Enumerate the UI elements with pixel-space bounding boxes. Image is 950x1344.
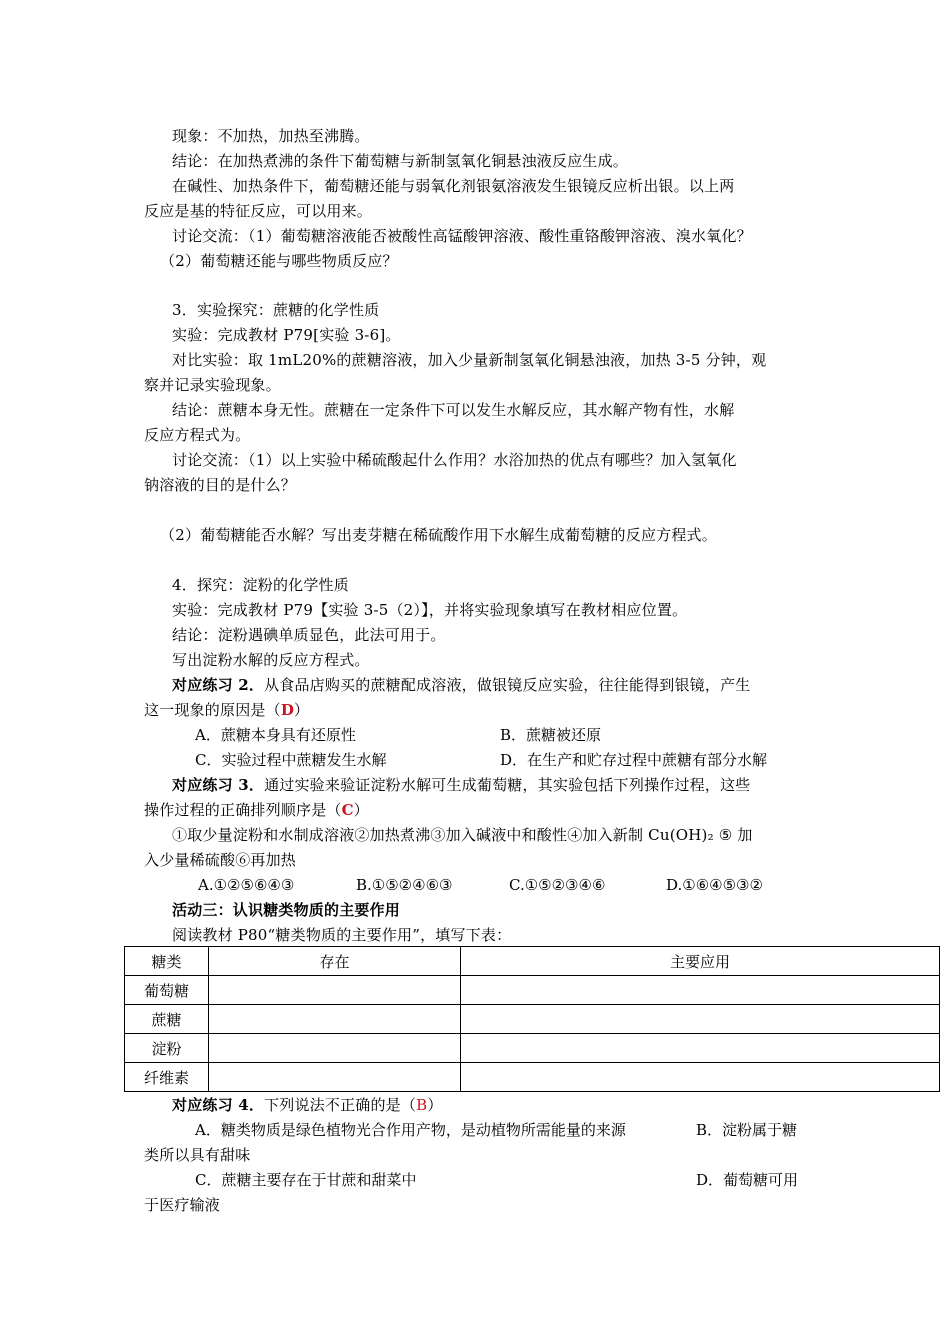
option-c: C.①⑤②③④⑥ <box>509 876 606 894</box>
text-line: ①取少量淀粉和水制成溶液②加热煮沸③加入碱液中和酸性④加入新制 Cu(OH)₂ ⑤ 加 <box>172 826 753 844</box>
activity-heading: 活动三：认识糖类物质的主要作用 <box>172 901 401 919</box>
blank-cell[interactable] <box>461 976 940 1005</box>
text-line: 阅读教材 P80“糖类物质的主要作用”，填写下表： <box>172 926 512 944</box>
text-line: 钠溶液的目的是什么？ <box>144 476 297 494</box>
exercise-label: 对应练习 2． <box>172 676 265 694</box>
option-b: B．蔗糖被还原 <box>500 726 602 744</box>
text-line: 对比实验：取 1mL20%的蔗糖溶液，加入少量新制氢氧化铜悬浊液，加热 3-5 分钟，观 <box>172 351 767 369</box>
text-line: 讨论交流：（1）葡萄糖溶液能否被酸性高锰酸钾溶液、酸性重铬酸钾溶液、溴水氧化？ <box>172 227 752 245</box>
option-b-cont: 类所以具有甜味 <box>144 1146 251 1164</box>
question-text: 下列说法不正确的是（ <box>264 1096 417 1114</box>
section-heading: 3．实验探究：蔗糖的化学性质 <box>172 301 380 319</box>
answer-mark: B <box>416 1096 428 1114</box>
text-line: 写出淀粉水解的反应方程式。 <box>172 651 370 669</box>
blank-cell[interactable] <box>461 1005 940 1034</box>
blank-cell[interactable] <box>209 1034 461 1063</box>
option-b: B.①⑤②④⑥③ <box>356 876 453 894</box>
table-row <box>125 1005 940 1034</box>
text-line: 结论：在加热煮沸的条件下葡萄糖与新制氢氧化铜悬浊液反应生成。 <box>172 152 629 170</box>
exercise-3-question-cont <box>144 800 369 820</box>
sugar-table <box>124 946 940 1092</box>
option-a: A．糖类物质是绿色植物光合作用产物，是动植物所需能量的来源 <box>195 1121 626 1139</box>
exercise-label: 对应练习 4． <box>172 1096 265 1114</box>
option-c: C．实验过程中蔗糖发生水解 <box>195 751 387 769</box>
option-c: C．蔗糖主要存在于甘蔗和甜菜中 <box>195 1171 417 1189</box>
exercise-2-question-cont <box>144 700 309 720</box>
blank-cell[interactable] <box>461 1063 940 1092</box>
text-line: 在碱性、加热条件下，葡萄糖还能与弱氧化剂银氨溶液发生银镜反应析出银。以上两 <box>172 177 735 195</box>
exercise-4-question <box>172 1095 443 1115</box>
blank-cell[interactable] <box>209 1005 461 1034</box>
exercise-2-question <box>172 675 750 695</box>
table-header-row <box>125 947 940 976</box>
row-label: 蔗糖 <box>125 1005 209 1034</box>
option-a: A.①②⑤⑥④③ <box>198 876 295 894</box>
table-header: 糖类 <box>125 947 209 976</box>
text-line: 结论：淀粉遇碘单质显色，此法可用于。 <box>172 626 446 644</box>
question-text: 从食品店购买的蔗糖配成溶液，做银镜反应实验，往往能得到银镜，产生 <box>264 676 751 694</box>
row-label: 葡萄糖 <box>125 976 209 1005</box>
text-line: （2）葡萄糖还能与哪些物质反应？ <box>160 252 398 270</box>
blank-cell[interactable] <box>461 1034 940 1063</box>
option-d: D．葡萄糖可用 <box>696 1171 799 1189</box>
text-line: 实验：完成教材 P79【实验 3-5（2）】，并将实验现象填写在教材相应位置。 <box>172 601 688 619</box>
question-text: ） <box>294 701 310 719</box>
option-a: A．蔗糖本身具有还原性 <box>195 726 356 744</box>
answer-mark: D <box>280 701 295 719</box>
question-text: 这一现象的原因是（ <box>144 701 281 719</box>
text-line: （2）葡萄糖能否水解？写出麦芽糖在稀硫酸作用下水解生成葡萄糖的反应方程式。 <box>160 526 717 544</box>
table-header: 存在 <box>209 947 461 976</box>
question-text: 通过实验来验证淀粉水解可生成葡萄糖，其实验包括下列操作过程，这些 <box>264 776 751 794</box>
question-text: ） <box>427 1096 443 1114</box>
option-d: D.①⑥④⑤③② <box>666 876 763 894</box>
table-row <box>125 1063 940 1092</box>
text-line: 实验：完成教材 P79[实验 3-6]。 <box>172 326 401 344</box>
option-b: B．淀粉属于糖 <box>696 1121 798 1139</box>
exercise-label: 对应练习 3． <box>172 776 265 794</box>
text-line: 现象：不加热，加热至沸腾。 <box>172 127 370 145</box>
blank-cell[interactable] <box>209 1063 461 1092</box>
table-header: 主要应用 <box>461 947 940 976</box>
text-line: 结论：蔗糖本身无性。蔗糖在一定条件下可以发生水解反应，其水解产物有性，水解 <box>172 401 735 419</box>
table-row <box>125 976 940 1005</box>
row-label: 淀粉 <box>125 1034 209 1063</box>
option-d-cont: 于医疗输液 <box>144 1196 221 1214</box>
question-text: ） <box>353 801 369 819</box>
exercise-3-question <box>172 775 750 795</box>
option-d: D．在生产和贮存过程中蔗糖有部分水解 <box>500 751 768 769</box>
row-label: 纤维素 <box>125 1063 209 1092</box>
answer-mark: C <box>341 801 354 819</box>
text-line: 讨论交流：（1）以上实验中稀硫酸起什么作用？水浴加热的优点有哪些？加入氢氧化 <box>172 451 737 469</box>
section-heading: 4．探究：淀粉的化学性质 <box>172 576 349 594</box>
blank-cell[interactable] <box>209 976 461 1005</box>
text-line: 反应是基的特征反应，可以用来。 <box>144 202 373 220</box>
text-line: 反应方程式为。 <box>144 426 251 444</box>
text-line: 察并记录实验现象。 <box>144 376 281 394</box>
question-text: 操作过程的正确排列顺序是（ <box>144 801 342 819</box>
table-row <box>125 1034 940 1063</box>
text-line: 入少量稀硫酸⑥再加热 <box>144 851 297 869</box>
